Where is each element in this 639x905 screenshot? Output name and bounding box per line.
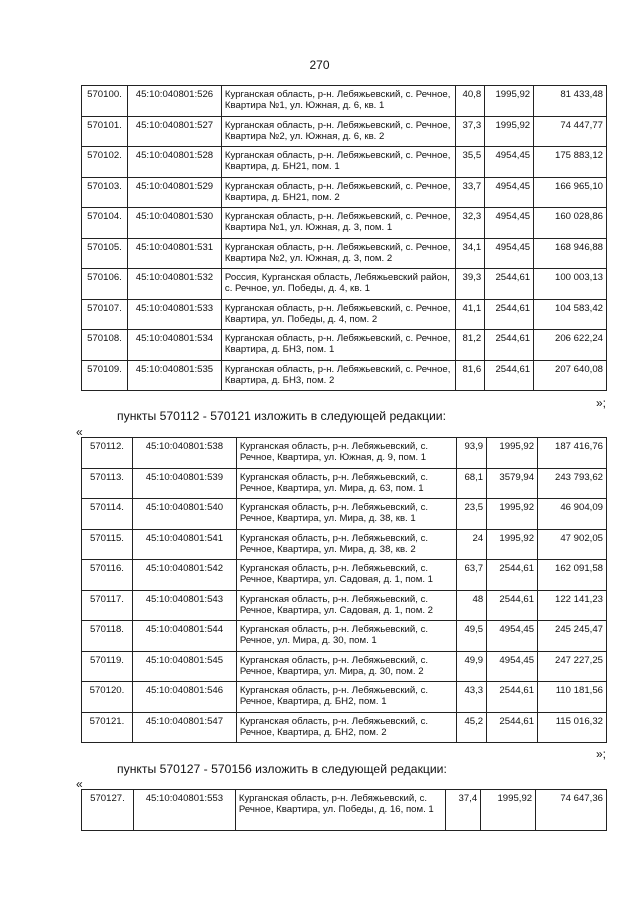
cadastral-value-cell: 47 902,05 <box>538 529 607 560</box>
area-cell: 68,1 <box>457 468 487 499</box>
address-cell: Курганская область, р-н. Лебяжьевский, с. Речное, Квартира, ул. Садовая, д. 1, пом. 2 <box>236 590 456 621</box>
area-cell: 33,7 <box>456 177 485 208</box>
address-cell: Курганская область, р-н. Лебяжьевский, с. Речное, Квартира, ул. Мира, д. 63, пом. 1 <box>236 468 456 499</box>
cadastral-number-cell: 45:10:040801:532 <box>127 269 221 300</box>
area-cell: 48 <box>457 590 487 621</box>
cadastral-price-cell: 2544,61 <box>485 269 534 300</box>
table-row <box>82 590 607 621</box>
table-row <box>82 560 607 591</box>
cadastral-number-cell: 45:10:040801:545 <box>132 651 236 682</box>
cadastral-price-cell: 4954,45 <box>485 238 534 269</box>
area-cell: 45,2 <box>457 712 487 743</box>
cadastral-value-cell: 74 447,77 <box>534 116 607 147</box>
cadastral-price-cell: 1995,92 <box>485 86 534 117</box>
table-row <box>82 651 607 682</box>
table-body <box>82 790 607 831</box>
cadastral-value-cell: 243 793,62 <box>538 468 607 499</box>
address-cell: Курганская область, р-н. Лебяжьевский, с. Речное, Квартира, д. БН2, пом. 1 <box>236 682 456 713</box>
table-row <box>82 330 607 361</box>
table-row <box>82 712 607 743</box>
cadastral-price-cell: 2544,61 <box>487 682 538 713</box>
table-row <box>82 208 607 239</box>
cadastral-number-cell: 45:10:040801:540 <box>132 499 236 530</box>
address-cell: Курганская область, р-н. Лебяжьевский, с. Речное, Квартира №2, ул. Южная, д. 6, кв. 2 <box>221 116 455 147</box>
address-cell: Курганская область, р-н. Лебяжьевский, с. Речное, Квартира, д. БН2, пом. 2 <box>236 712 456 743</box>
cadastral-number-cell: 45:10:040801:543 <box>132 590 236 621</box>
area-cell: 49,5 <box>457 621 487 652</box>
area-cell: 37,3 <box>456 116 485 147</box>
cadastral-price-cell: 1995,92 <box>481 790 536 831</box>
address-cell: Курганская область, р-н. Лебяжьевский, с. Речное, Квартира №1, ул. Южная, д. 3, пом. 1 <box>221 208 455 239</box>
opening-quote-3: « <box>76 777 83 791</box>
heading-points-570127-570156: пункты 570127 - 570156 изложить в следующей редакции: <box>117 762 447 776</box>
address-cell: Курганская область, р-н. Лебяжьевский, с. Речное, Квартира, ул. Мира, д. 30, пом. 2 <box>236 651 456 682</box>
cadastral-number-cell: 45:10:040801:544 <box>132 621 236 652</box>
area-cell: 81,2 <box>456 330 485 361</box>
area-cell: 39,3 <box>456 269 485 300</box>
cadastral-value-cell: 207 640,08 <box>534 360 607 391</box>
page-number: 270 <box>309 58 330 72</box>
area-cell: 32,3 <box>456 208 485 239</box>
closing-quote-1: »; <box>596 396 607 410</box>
table-row <box>82 529 607 560</box>
row-number-cell: 570101. <box>82 116 128 147</box>
row-number-cell: 570108. <box>82 330 128 361</box>
cadastral-price-cell: 4954,45 <box>485 147 534 178</box>
row-number-cell: 570102. <box>82 147 128 178</box>
cadastral-number-cell: 45:10:040801:541 <box>132 529 236 560</box>
address-cell: Курганская область, р-н. Лебяжьевский, с. Речное, Квартира, ул. Победы, д. 4, пом. 2 <box>221 299 455 330</box>
table-body <box>82 86 607 391</box>
cadastral-price-cell: 3579,94 <box>487 468 538 499</box>
cadastral-value-cell: 175 883,12 <box>534 147 607 178</box>
cadastral-value-cell: 245 245,47 <box>538 621 607 652</box>
property-table-1 <box>81 85 607 391</box>
area-cell: 43,3 <box>457 682 487 713</box>
table-row <box>82 360 607 391</box>
table-row <box>82 299 607 330</box>
cadastral-price-cell: 1995,92 <box>487 529 538 560</box>
cadastral-value-cell: 160 028,86 <box>534 208 607 239</box>
cadastral-number-cell: 45:10:040801:530 <box>127 208 221 239</box>
cadastral-number-cell: 45:10:040801:526 <box>127 86 221 117</box>
address-cell: Курганская область, р-н. Лебяжьевский, с. Речное, ул. Мира, д. 30, пом. 1 <box>236 621 456 652</box>
cadastral-value-cell: 100 003,13 <box>534 269 607 300</box>
cadastral-price-cell: 2544,61 <box>485 299 534 330</box>
cadastral-number-cell: 45:10:040801:553 <box>133 790 235 831</box>
row-number-cell: 570117. <box>82 590 133 621</box>
row-number-cell: 570104. <box>82 208 128 239</box>
cadastral-value-cell: 166 965,10 <box>534 177 607 208</box>
cadastral-number-cell: 45:10:040801:534 <box>127 330 221 361</box>
cadastral-value-cell: 122 141,23 <box>538 590 607 621</box>
area-cell: 24 <box>457 529 487 560</box>
cadastral-price-cell: 2544,61 <box>487 560 538 591</box>
closing-quote-2: »; <box>596 747 607 761</box>
table-row <box>82 468 607 499</box>
table-row <box>82 238 607 269</box>
address-cell: Курганская область, р-н. Лебяжьевский, с. Речное, Квартира, ул. Мира, д. 38, кв. 2 <box>236 529 456 560</box>
table-row <box>82 147 607 178</box>
cadastral-number-cell: 45:10:040801:542 <box>132 560 236 591</box>
cadastral-value-cell: 206 622,24 <box>534 330 607 361</box>
row-number-cell: 570120. <box>82 682 133 713</box>
cadastral-value-cell: 46 904,09 <box>538 499 607 530</box>
property-table-3 <box>81 789 607 831</box>
cadastral-value-cell: 115 016,32 <box>538 712 607 743</box>
row-number-cell: 570118. <box>82 621 133 652</box>
address-cell: Курганская область, р-н. Лебяжьевский, с. Речное, Квартира №2, ул. Южная, д. 3, пом. 2 <box>221 238 455 269</box>
row-number-cell: 570112. <box>82 438 133 469</box>
table-row <box>82 499 607 530</box>
heading-points-570112-570121: пункты 570112 - 570121 изложить в следующей редакции: <box>117 409 446 423</box>
property-table-2 <box>81 437 607 743</box>
table-row <box>82 438 607 469</box>
row-number-cell: 570105. <box>82 238 128 269</box>
address-cell: Курганская область, р-н. Лебяжьевский, с. Речное, Квартира, ул. Садовая, д. 1, пом. 1 <box>236 560 456 591</box>
row-number-cell: 570109. <box>82 360 128 391</box>
address-cell: Курганская область, р-н. Лебяжьевский, с. Речное, Квартира, ул. Победы, д. 16, пом. 1 <box>235 790 445 831</box>
area-cell: 63,7 <box>457 560 487 591</box>
cadastral-price-cell: 2544,61 <box>485 360 534 391</box>
cadastral-number-cell: 45:10:040801:533 <box>127 299 221 330</box>
area-cell: 37,4 <box>446 790 481 831</box>
row-number-cell: 570100. <box>82 86 128 117</box>
area-cell: 34,1 <box>456 238 485 269</box>
row-number-cell: 570121. <box>82 712 133 743</box>
area-cell: 35,5 <box>456 147 485 178</box>
table-row <box>82 621 607 652</box>
row-number-cell: 570106. <box>82 269 128 300</box>
row-number-cell: 570103. <box>82 177 128 208</box>
row-number-cell: 570107. <box>82 299 128 330</box>
area-cell: 81,6 <box>456 360 485 391</box>
table-body <box>82 438 607 743</box>
cadastral-price-cell: 1995,92 <box>485 116 534 147</box>
cadastral-value-cell: 162 091,58 <box>538 560 607 591</box>
row-number-cell: 570127. <box>82 790 134 831</box>
table-row <box>82 86 607 117</box>
area-cell: 40,8 <box>456 86 485 117</box>
cadastral-number-cell: 45:10:040801:546 <box>132 682 236 713</box>
address-cell: Россия, Курганская область, Лебяжьевский район, с. Речное, ул. Победы, д. 4, кв. 1 <box>221 269 455 300</box>
table-row <box>82 116 607 147</box>
address-cell: Курганская область, р-н. Лебяжьевский, с. Речное, Квартира, д. БН3, пом. 1 <box>221 330 455 361</box>
cadastral-value-cell: 110 181,56 <box>538 682 607 713</box>
cadastral-number-cell: 45:10:040801:547 <box>132 712 236 743</box>
row-number-cell: 570113. <box>82 468 133 499</box>
cadastral-price-cell: 2544,61 <box>487 712 538 743</box>
address-cell: Курганская область, р-н. Лебяжьевский, с. Речное, Квартира, д. БН21, пом. 1 <box>221 147 455 178</box>
cadastral-price-cell: 2544,61 <box>485 330 534 361</box>
cadastral-value-cell: 187 416,76 <box>538 438 607 469</box>
row-number-cell: 570116. <box>82 560 133 591</box>
cadastral-number-cell: 45:10:040801:527 <box>127 116 221 147</box>
cadastral-value-cell: 104 583,42 <box>534 299 607 330</box>
cadastral-number-cell: 45:10:040801:535 <box>127 360 221 391</box>
cadastral-price-cell: 4954,45 <box>485 208 534 239</box>
cadastral-number-cell: 45:10:040801:539 <box>132 468 236 499</box>
table-row <box>82 682 607 713</box>
cadastral-number-cell: 45:10:040801:531 <box>127 238 221 269</box>
table-row <box>82 177 607 208</box>
area-cell: 23,5 <box>457 499 487 530</box>
table-row <box>82 269 607 300</box>
cadastral-number-cell: 45:10:040801:528 <box>127 147 221 178</box>
area-cell: 93,9 <box>457 438 487 469</box>
row-number-cell: 570115. <box>82 529 133 560</box>
row-number-cell: 570119. <box>82 651 133 682</box>
address-cell: Курганская область, р-н. Лебяжьевский, с. Речное, Квартира, д. БН3, пом. 2 <box>221 360 455 391</box>
address-cell: Курганская область, р-н. Лебяжьевский, с. Речное, Квартира, ул. Южная, д. 9, пом. 1 <box>236 438 456 469</box>
cadastral-value-cell: 74 647,36 <box>536 790 607 831</box>
address-cell: Курганская область, р-н. Лебяжьевский, с. Речное, Квартира, ул. Мира, д. 38, кв. 1 <box>236 499 456 530</box>
cadastral-value-cell: 168 946,88 <box>534 238 607 269</box>
address-cell: Курганская область, р-н. Лебяжьевский, с. Речное, Квартира, д. БН21, пом. 2 <box>221 177 455 208</box>
cadastral-price-cell: 4954,45 <box>487 621 538 652</box>
address-cell: Курганская область, р-н. Лебяжьевский, с. Речное, Квартира №1, ул. Южная, д. 6, кв. 1 <box>221 86 455 117</box>
opening-quote-2: « <box>76 425 83 439</box>
cadastral-value-cell: 247 227,25 <box>538 651 607 682</box>
cadastral-number-cell: 45:10:040801:529 <box>127 177 221 208</box>
cadastral-price-cell: 2544,61 <box>487 590 538 621</box>
table-row <box>82 790 607 831</box>
cadastral-number-cell: 45:10:040801:538 <box>132 438 236 469</box>
cadastral-price-cell: 4954,45 <box>485 177 534 208</box>
cadastral-price-cell: 1995,92 <box>487 499 538 530</box>
cadastral-price-cell: 1995,92 <box>487 438 538 469</box>
cadastral-price-cell: 4954,45 <box>487 651 538 682</box>
cadastral-value-cell: 81 433,48 <box>534 86 607 117</box>
area-cell: 49,9 <box>457 651 487 682</box>
area-cell: 41,1 <box>456 299 485 330</box>
row-number-cell: 570114. <box>82 499 133 530</box>
